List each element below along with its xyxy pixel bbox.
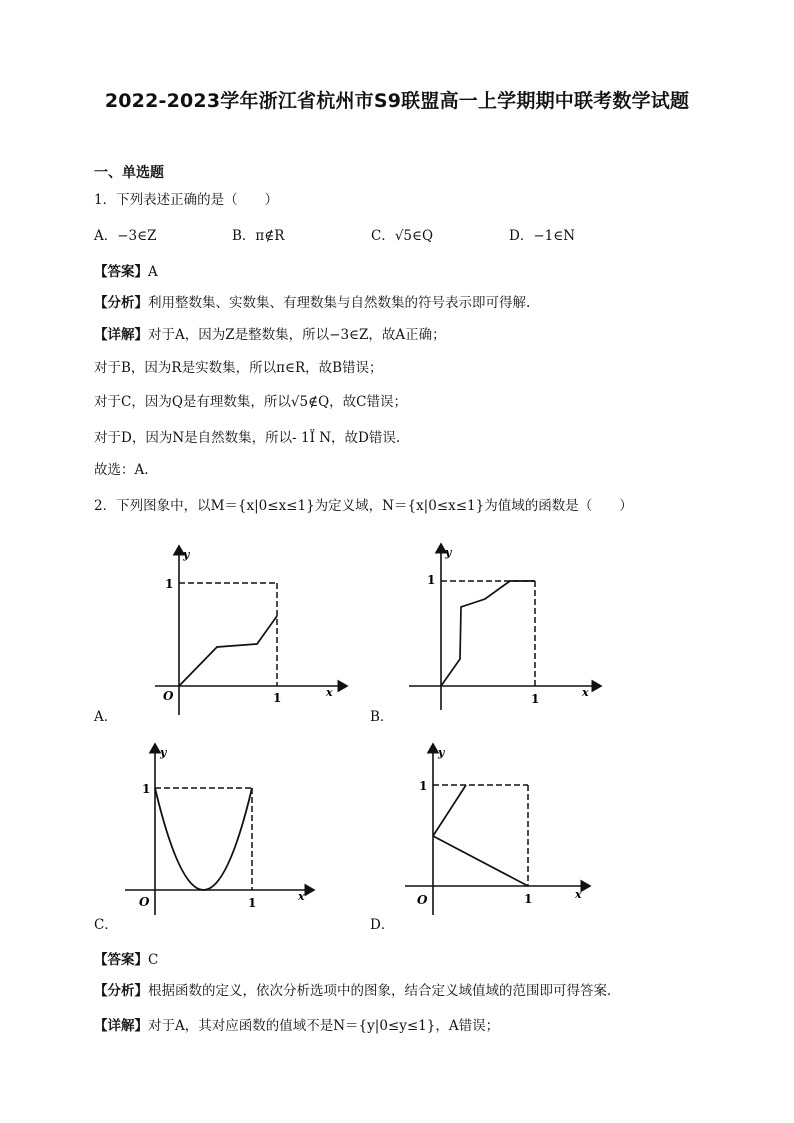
answer-tag: 【答案】: [94, 264, 148, 280]
answer-value: C: [148, 952, 159, 968]
section-heading: 一、单选题: [94, 165, 164, 181]
y-one-label: 1: [142, 782, 151, 796]
x-one-label: 1: [531, 692, 540, 706]
q1-conclusion: 故选：A.: [94, 462, 149, 478]
q2-answer: [94, 948, 158, 968]
q2-analysis: [94, 979, 621, 999]
x-one-label: 1: [273, 691, 282, 705]
y-axis-label: y: [160, 746, 167, 759]
y-axis-label: y: [438, 746, 445, 759]
q1-detail-line-2: 对于B，因为R是实数集，所以π∈R，故B错误；: [94, 360, 383, 376]
origin-label: O: [417, 893, 428, 907]
graph-d: [400, 740, 595, 915]
detail-text: 对于A，因为Z是整数集，所以−3∈Z，故A正确；: [148, 327, 446, 343]
q1-detail-line-3: 对于C，因为Q是有理数集，所以√5∉Q，故C错误；: [94, 394, 407, 410]
origin-label: O: [163, 689, 174, 703]
q1-option-a: A．−3∈Z: [94, 228, 157, 244]
detail-tag: 【详解】: [94, 327, 148, 343]
q2-stem: 2．下列图象中，以M＝{x|0≤x≤1}为定义域，N＝{x|0≤x≤1}为值域的函数是（ ）: [94, 498, 633, 514]
page-title: 2022-2023学年浙江省杭州市S9联盟高一上学期期中联考数学试题: [104, 90, 690, 112]
q1-stem: 1．下列表述正确的是（ ）: [94, 192, 279, 208]
y-axis-label: y: [445, 546, 452, 559]
q1-answer: [94, 260, 158, 280]
x-one-label: 1: [248, 896, 257, 910]
y-one-label: 1: [427, 573, 436, 587]
analysis-text: 利用整数集、实数集、有理数集与自然数集的符号表示即可得解.: [148, 295, 531, 311]
q1-option-c: C．√5∈Q: [371, 228, 434, 244]
analysis-tag: 【分析】: [94, 295, 148, 311]
q1-detail-line-4: 对于D，因为N是自然数集，所以- 1Ï N，故D错误.: [94, 430, 401, 446]
q2-option-b: B．: [370, 709, 394, 725]
detail-tag: 【详解】: [94, 1018, 148, 1034]
x-axis-label: x: [326, 686, 333, 699]
q1-option-b: B．π∉R: [232, 228, 285, 244]
graph-a: [145, 540, 360, 725]
q2-option-c: C．: [94, 917, 118, 933]
analysis-tag: 【分析】: [94, 983, 148, 999]
origin-label: O: [139, 895, 150, 909]
q1-analysis: [94, 291, 530, 311]
graph-b: [405, 540, 605, 710]
answer-tag: 【答案】: [94, 952, 148, 968]
q2-option-d: D．: [370, 917, 395, 933]
x-axis-label: x: [298, 890, 305, 903]
q1-option-d: D．−1∈N: [509, 228, 576, 244]
answer-value: A: [148, 264, 158, 280]
graph-c: [120, 740, 320, 915]
q2-option-a: A．: [94, 709, 118, 725]
y-one-label: 1: [165, 577, 174, 591]
analysis-text: 根据函数的定义，依次分析选项中的图象，结合定义域值域的范围即可得答案．: [148, 983, 621, 999]
detail-text: 对于A，其对应函数的值域不是N＝{y|0≤y≤1}，A错误；: [148, 1018, 500, 1034]
y-axis-label: y: [183, 548, 190, 561]
x-one-label: 1: [524, 892, 533, 906]
x-axis-label: x: [582, 686, 589, 699]
q2-detail: [94, 1014, 499, 1034]
q1-detail-line-1: [94, 323, 446, 343]
y-one-label: 1: [419, 779, 428, 793]
x-axis-label: x: [575, 888, 582, 901]
